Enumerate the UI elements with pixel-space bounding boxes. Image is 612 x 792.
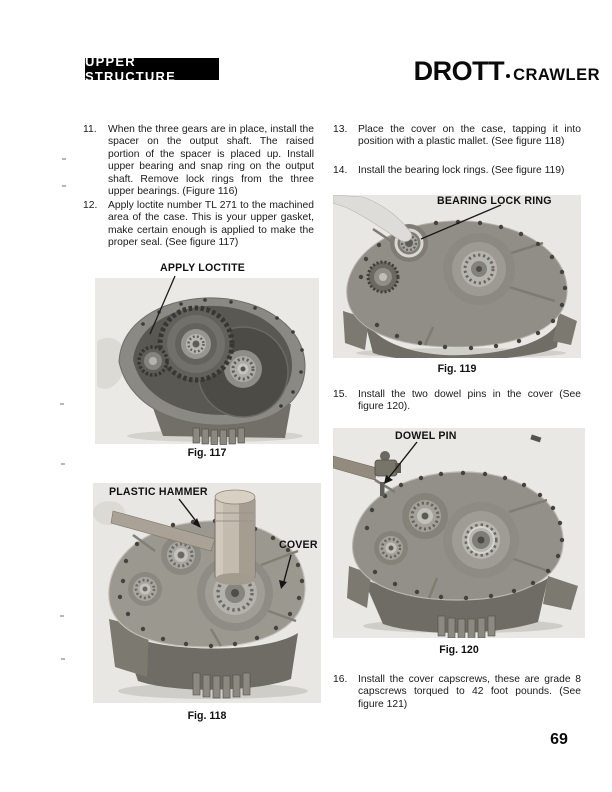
figure-118: [93, 481, 321, 725]
scan-mark: [62, 158, 66, 160]
callout-plastic-hammer: PLASTIC HAMMER: [109, 486, 208, 498]
item-number: 12.: [83, 200, 98, 211]
item-text: Install the cover capscrews, these are grade 8 capscrews torqued to 42 foot pounds. (See figure 121): [358, 674, 581, 710]
callout-dowel-pin: DOWEL PIN: [395, 430, 457, 442]
scan-mark: [61, 658, 65, 660]
figure-caption: Fig. 120: [439, 644, 479, 656]
callout-cover: COVER: [279, 539, 318, 551]
item-number: 11.: [83, 124, 97, 135]
bearing-boss-left: [128, 572, 162, 606]
section-label-box: [85, 54, 219, 84]
instruction-item-12: [83, 200, 314, 250]
scan-mark: [60, 403, 64, 405]
instruction-item-15: [333, 389, 581, 414]
instruction-item-16: [333, 674, 581, 711]
bearing-boss-center: [443, 502, 519, 578]
scan-mark: [62, 185, 66, 187]
fig-117-photo: [93, 262, 321, 445]
callout-apply-loctite: APPLY LOCTITE: [160, 262, 246, 274]
callout-bearing-lock-ring: BEARING LOCK RING: [437, 195, 552, 207]
item-number: 13.: [333, 124, 348, 135]
bearing-boss-left: [374, 531, 408, 565]
instruction-item-11: [83, 124, 314, 198]
page-number: 69: [550, 731, 568, 748]
instruction-item-13: [333, 124, 581, 149]
item-text: Place the cover on the case, tapping it into position with a plastic mallet. (See figure 118): [358, 124, 581, 148]
scan-mark: [60, 615, 64, 617]
item-number: 14.: [333, 165, 348, 176]
item-text: When the three gears are in place, install the spacer on the output shaft. The raised portion of the spacer is placed up. Install upper bearing and snap ring on the output shaft. Remove lock rings from the three upper bearings. (Figure 116): [108, 124, 314, 198]
figure-caption: Fig. 117: [187, 447, 227, 459]
item-text: Install the two dowel pins in the cover (See figure 120).: [358, 389, 581, 413]
small-gear: [139, 347, 167, 375]
brand-trademark-dot: [506, 74, 510, 78]
splined-hub: [368, 262, 398, 292]
item-text: Apply loctite number TL 271 to the machined area of the case. This is your upper gasket, make certain enough is applied to make the proper seal. (See figure 117): [108, 200, 314, 249]
spur-gear: [160, 308, 232, 380]
fig-120-photo: [333, 428, 585, 638]
brand-suffix: CRAWLER: [513, 66, 600, 84]
bearing-boss-center: [443, 233, 515, 305]
fig-118-photo: [93, 481, 321, 707]
brand-logo: [392, 56, 600, 87]
figure-caption: Fig. 119: [437, 363, 477, 375]
figure-117: [93, 262, 321, 462]
section-label: UPPER STRUCTURE: [85, 54, 176, 84]
brand-name: DROTT: [413, 56, 505, 86]
figure-caption: Fig. 118: [187, 710, 227, 722]
item-number: 16.: [333, 674, 348, 685]
figure-120: [333, 428, 585, 660]
item-number: 15.: [333, 389, 348, 400]
item-text: Install the bearing lock rings. (See figure 119): [358, 165, 565, 176]
fig-119-photo: [333, 195, 581, 358]
scan-mark: [61, 463, 65, 465]
figure-119: [333, 195, 581, 381]
bearing-boss-top: [402, 493, 448, 539]
instruction-item-14: [333, 165, 581, 177]
